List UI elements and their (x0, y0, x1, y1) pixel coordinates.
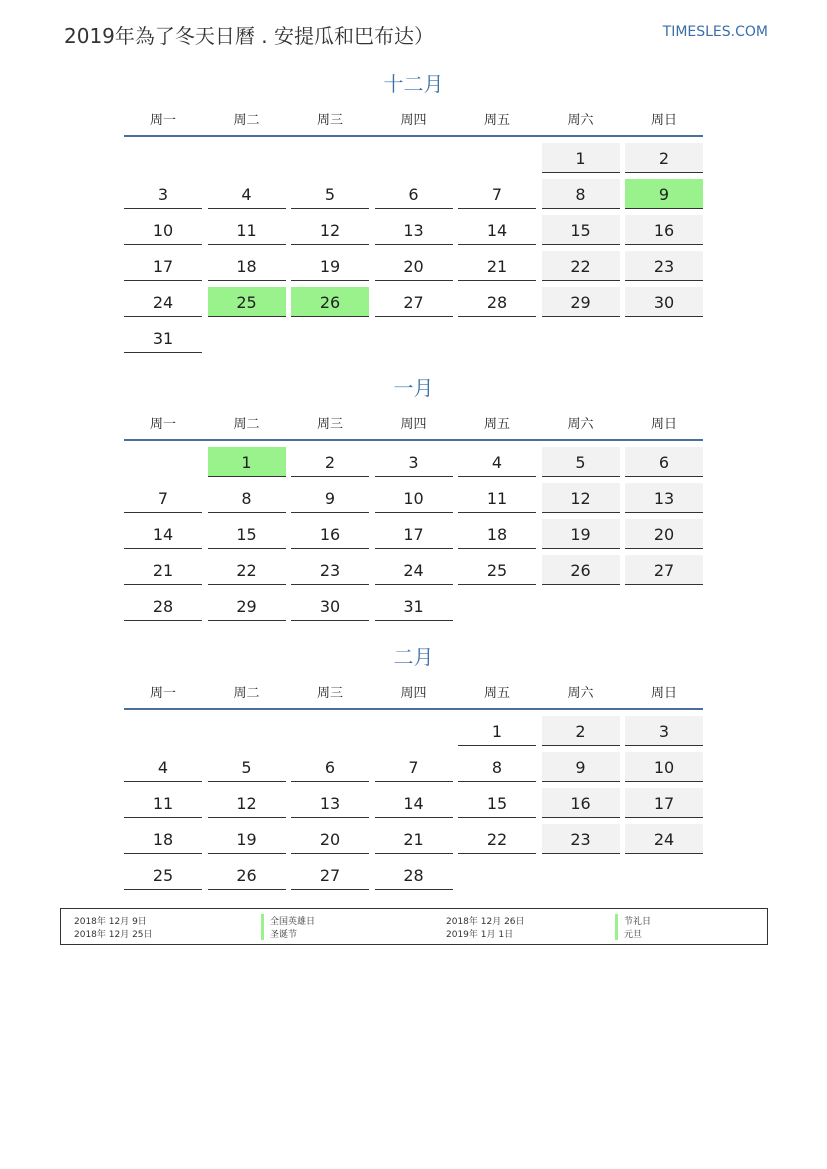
day-cell: 16 (625, 215, 703, 245)
day-cell: 20 (375, 251, 453, 281)
day-cell: 14 (124, 519, 202, 549)
month-january (124, 374, 703, 621)
day-cell: 25 (208, 287, 286, 317)
weekday-label: 周三 (316, 686, 343, 701)
weekday-label: 周四 (400, 686, 427, 701)
day-cell: 15 (458, 788, 536, 818)
day-cell: 1 (542, 143, 620, 173)
day-cell: 30 (625, 287, 703, 317)
month-title: 二月 (393, 645, 434, 669)
weekday-label: 周六 (567, 417, 594, 432)
day-cell: 27 (625, 555, 703, 585)
day-cell: 5 (542, 447, 620, 477)
day-cell: 6 (375, 179, 453, 209)
day-cell: 19 (291, 251, 369, 281)
day-cell: 3 (124, 179, 202, 209)
day-cell: 29 (208, 591, 286, 621)
month-february (124, 643, 703, 890)
day-cell: 9 (291, 483, 369, 513)
day-cell: 6 (625, 447, 703, 477)
day-cell: 11 (208, 215, 286, 245)
day-cell: 31 (375, 591, 453, 621)
day-cell: 16 (542, 788, 620, 818)
weekday-header (124, 105, 703, 137)
day-cell: 22 (542, 251, 620, 281)
weekday-label: 周六 (567, 686, 594, 701)
day-cell: 23 (625, 251, 703, 281)
day-cell: 17 (124, 251, 202, 281)
weekday-label: 周三 (316, 113, 343, 128)
legend-holiday-name: 节礼日 (615, 914, 651, 927)
day-cell: 12 (542, 483, 620, 513)
day-cell: 17 (375, 519, 453, 549)
day-cell: 24 (375, 555, 453, 585)
legend-date: 2019年 1月 1日 (446, 930, 514, 940)
day-cell: 24 (625, 824, 703, 854)
day-cell: 18 (208, 251, 286, 281)
day-cell: 2 (291, 447, 369, 477)
day-cell: 12 (291, 215, 369, 245)
day-cell: 13 (625, 483, 703, 513)
legend-date: 2018年 12月 26日 (446, 917, 525, 927)
day-cell: 15 (208, 519, 286, 549)
day-cell: 27 (291, 860, 369, 890)
day-cell: 21 (124, 555, 202, 585)
legend-holiday-name: 全国英雄日 (261, 914, 315, 927)
day-cell: 7 (375, 752, 453, 782)
day-cell: 22 (458, 824, 536, 854)
day-cell: 17 (625, 788, 703, 818)
day-cell: 20 (291, 824, 369, 854)
site-link[interactable]: TIMESLES.COM (662, 24, 768, 40)
weekday-label: 周日 (650, 113, 677, 128)
day-cell: 8 (542, 179, 620, 209)
day-cell: 23 (291, 555, 369, 585)
day-cell: 16 (291, 519, 369, 549)
day-cell: 14 (375, 788, 453, 818)
day-cell: 10 (124, 215, 202, 245)
weekday-label: 周五 (483, 417, 510, 432)
weekday-label: 周二 (233, 417, 260, 432)
day-cell: 6 (291, 752, 369, 782)
day-cell: 27 (375, 287, 453, 317)
day-cell: 28 (124, 591, 202, 621)
weekday-label: 周一 (149, 113, 176, 128)
day-cell: 7 (124, 483, 202, 513)
day-cell: 10 (375, 483, 453, 513)
day-grid (124, 441, 703, 621)
day-cell: 23 (542, 824, 620, 854)
day-cell: 2 (542, 716, 620, 746)
day-cell: 4 (208, 179, 286, 209)
day-cell: 5 (208, 752, 286, 782)
day-cell: 24 (124, 287, 202, 317)
weekday-label: 周一 (149, 417, 176, 432)
legend-holiday-name: 元旦 (615, 927, 642, 940)
day-cell: 7 (458, 179, 536, 209)
day-cell: 2 (625, 143, 703, 173)
weekday-label: 周三 (316, 417, 343, 432)
month-title: 十二月 (383, 72, 444, 96)
day-cell: 13 (291, 788, 369, 818)
day-cell: 19 (542, 519, 620, 549)
weekday-label: 周二 (233, 686, 260, 701)
legend-date: 2018年 12月 9日 (74, 917, 147, 927)
day-grid (124, 710, 703, 890)
day-cell: 30 (291, 591, 369, 621)
weekday-label: 周四 (400, 417, 427, 432)
weekday-label: 周五 (483, 686, 510, 701)
day-grid (124, 137, 703, 353)
day-cell: 18 (124, 824, 202, 854)
day-cell: 8 (458, 752, 536, 782)
weekday-label: 周日 (650, 686, 677, 701)
page-title: 2019年為了冬天日曆 . 安提瓜和巴布达） (64, 24, 434, 48)
day-cell: 26 (291, 287, 369, 317)
day-cell: 26 (208, 860, 286, 890)
legend-date: 2018年 12月 25日 (74, 930, 153, 940)
weekday-label: 周日 (650, 417, 677, 432)
day-cell: 31 (124, 323, 202, 353)
weekday-header (124, 409, 703, 441)
day-cell: 28 (375, 860, 453, 890)
day-cell: 1 (208, 447, 286, 477)
day-cell: 3 (625, 716, 703, 746)
day-cell: 28 (458, 287, 536, 317)
day-cell: 4 (458, 447, 536, 477)
day-cell: 21 (458, 251, 536, 281)
month-title: 一月 (393, 376, 434, 400)
day-cell: 8 (208, 483, 286, 513)
day-cell: 18 (458, 519, 536, 549)
day-cell: 26 (542, 555, 620, 585)
day-cell: 9 (625, 179, 703, 209)
day-cell: 13 (375, 215, 453, 245)
weekday-label: 周二 (233, 113, 260, 128)
day-cell: 11 (124, 788, 202, 818)
day-cell: 19 (208, 824, 286, 854)
day-cell: 1 (458, 716, 536, 746)
day-cell: 11 (458, 483, 536, 513)
day-cell: 22 (208, 555, 286, 585)
weekday-label: 周一 (149, 686, 176, 701)
weekday-label: 周六 (567, 113, 594, 128)
day-cell: 3 (375, 447, 453, 477)
day-cell: 20 (625, 519, 703, 549)
holiday-legend (60, 908, 768, 945)
day-cell: 9 (542, 752, 620, 782)
day-cell: 10 (625, 752, 703, 782)
weekday-label: 周五 (483, 113, 510, 128)
day-cell: 29 (542, 287, 620, 317)
weekday-label: 周四 (400, 113, 427, 128)
day-cell: 25 (124, 860, 202, 890)
day-cell: 4 (124, 752, 202, 782)
day-cell: 21 (375, 824, 453, 854)
legend-holiday-name: 圣诞节 (261, 927, 297, 940)
day-cell: 12 (208, 788, 286, 818)
weekday-header (124, 678, 703, 710)
day-cell: 25 (458, 555, 536, 585)
month-december (124, 70, 703, 353)
day-cell: 15 (542, 215, 620, 245)
day-cell: 5 (291, 179, 369, 209)
day-cell: 14 (458, 215, 536, 245)
